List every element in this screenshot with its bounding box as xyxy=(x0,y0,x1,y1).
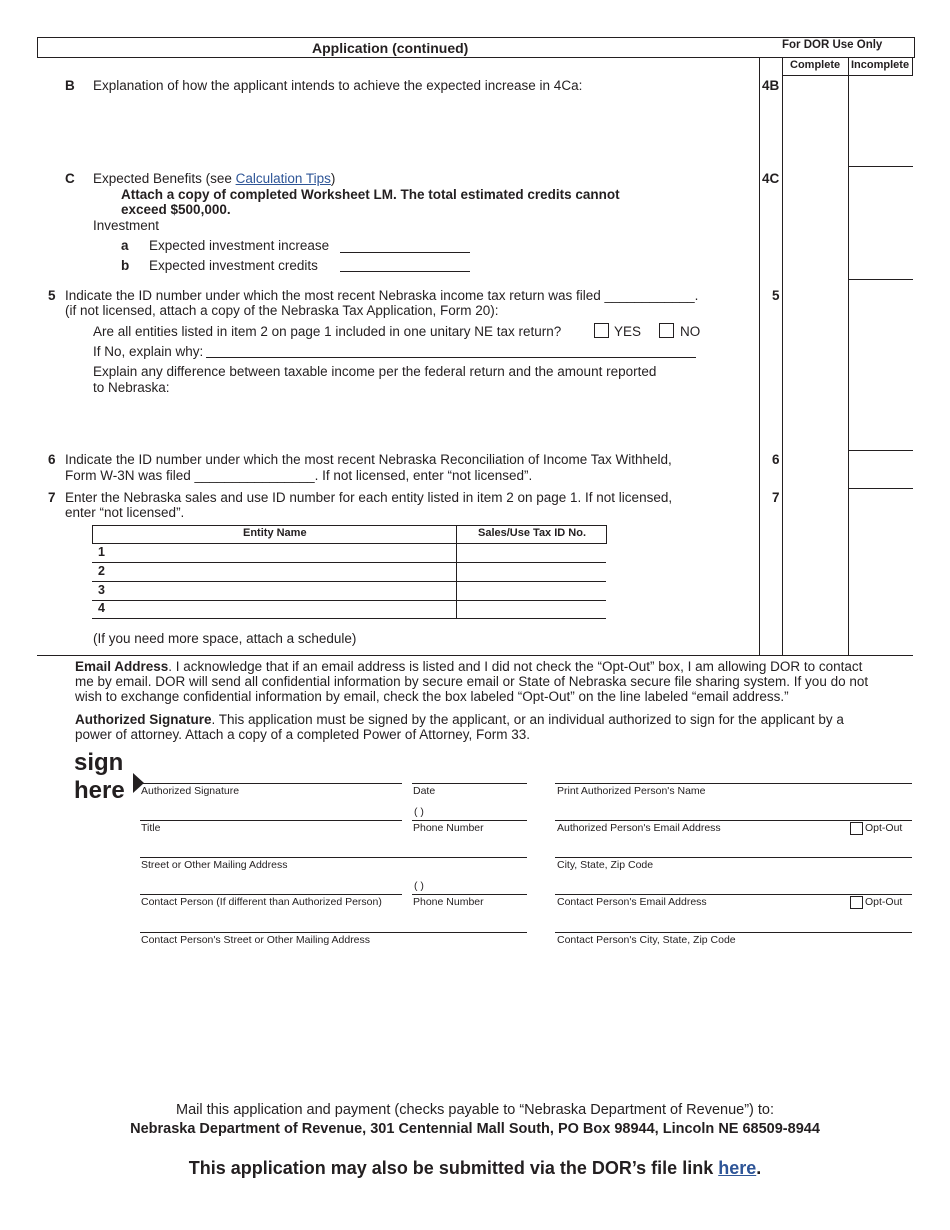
item-6-line1: Indicate the ID number under which the most recent Nebraska Reconciliation of Income Tax Withheld, xyxy=(65,452,672,467)
item-5-number: 5 xyxy=(48,288,56,303)
code-5: 5 xyxy=(772,288,780,303)
signature-paragraph-title: Authorized Signature xyxy=(75,712,212,727)
code-4c: 4C xyxy=(762,171,780,186)
dor-col-line-4 xyxy=(912,57,913,75)
entity-table-divider xyxy=(456,525,457,618)
mail-instruction: Mail this application and payment (checks payable to “Nebraska Department of Revenue”) to: xyxy=(175,1102,775,1118)
more-space-note: (If you need more space, attach a schedule) xyxy=(93,631,357,646)
table-row[interactable]: 1 xyxy=(98,545,105,559)
signature-paragraph-text: . This application must be signed by the applicant, or an individual authorized to sign for the applicant by a power of attorney. Attach a copy of a completed Power of Attorney, Form 33. xyxy=(75,712,844,742)
contact-street-label: Contact Person's Street or Other Mailing Address xyxy=(141,934,371,946)
street-field[interactable] xyxy=(140,857,527,858)
worksheet-instruction-1: Attach a copy of completed Worksheet LM. The total estimated credits cannot xyxy=(121,187,620,202)
section-c-title xyxy=(93,171,335,186)
item-7-line2: enter “not licensed”. xyxy=(65,505,185,520)
dor-col-line-1 xyxy=(759,57,760,655)
dor-row-divider-c xyxy=(848,279,913,280)
code-7: 7 xyxy=(772,490,780,505)
table-row[interactable]: 2 xyxy=(98,564,105,578)
code-4b: 4B xyxy=(762,78,780,93)
item-5-line1[interactable]: Indicate the ID number under which the most recent Nebraska income tax return was filed ____________. xyxy=(65,288,699,303)
table-row-line xyxy=(92,600,606,601)
phone-paren-1: ( ) xyxy=(414,806,424,818)
table-row-line xyxy=(92,562,606,563)
print-name-label: Print Authorized Person's Name xyxy=(557,785,706,797)
submit-note-suffix: . xyxy=(756,1158,762,1178)
entity-name-header: Entity Name xyxy=(243,527,307,539)
contact-email-label: Contact Person's Email Address xyxy=(557,896,707,908)
dor-col-line-3 xyxy=(848,57,849,655)
section-c-letter: C xyxy=(65,171,75,186)
code-6: 6 xyxy=(772,452,780,467)
table-row-line xyxy=(92,618,606,619)
city-label: City, State, Zip Code xyxy=(557,859,654,871)
line-a-letter: a xyxy=(121,238,129,253)
expected-investment-increase-input[interactable] xyxy=(340,252,470,253)
authorized-signature-field[interactable] xyxy=(140,783,402,784)
line-a-label: Expected investment increase xyxy=(149,238,330,253)
date-label: Date xyxy=(413,785,436,797)
email-paragraph xyxy=(75,659,880,704)
sign-here-label-1: sign xyxy=(74,749,124,776)
contact-opt-out-label: Opt-Out xyxy=(865,896,903,908)
title-label: Title xyxy=(141,822,161,834)
contact-phone-field[interactable] xyxy=(412,894,527,895)
authorized-signature-label: Authorized Signature xyxy=(141,785,240,797)
table-row-line xyxy=(92,581,606,582)
section-c-title-prefix: Expected Benefits (see xyxy=(93,171,236,186)
yes-checkbox[interactable] xyxy=(594,323,609,338)
col-incomplete: Incomplete xyxy=(851,59,910,71)
col-complete: Complete xyxy=(790,59,841,71)
investment-label: Investment xyxy=(93,218,160,233)
dor-row-divider-b xyxy=(848,166,913,167)
contact-street-field[interactable] xyxy=(140,932,527,933)
yes-label: YES xyxy=(614,324,642,339)
print-name-field[interactable] xyxy=(555,783,912,784)
dor-col-line-2 xyxy=(782,57,783,655)
authorized-opt-out-label: Opt-Out xyxy=(865,822,903,834)
explain-difference-2: to Nebraska: xyxy=(93,380,170,395)
dor-row-divider-5 xyxy=(848,450,913,451)
street-label: Street or Other Mailing Address xyxy=(141,859,288,871)
date-field[interactable] xyxy=(412,783,527,784)
submit-note xyxy=(0,1158,950,1179)
page-title: Application (continued) xyxy=(312,40,469,56)
no-label: NO xyxy=(680,324,701,339)
phone-field[interactable] xyxy=(412,820,527,821)
table-row[interactable]: 3 xyxy=(98,583,105,597)
item-5-line2: (if not licensed, attach a copy of the Nebraska Tax Application, Form 20): xyxy=(65,303,499,318)
item-6-line2[interactable]: Form W-3N was filed ________________. If not licensed, enter “not licensed”. xyxy=(65,468,533,483)
line-b-label: Expected investment credits xyxy=(149,258,318,273)
explain-why-input[interactable] xyxy=(206,357,696,358)
contact-email-field[interactable] xyxy=(555,894,912,895)
dor-row-divider-6 xyxy=(848,488,913,489)
section-b-text: Explanation of how the applicant intends to achieve the expected increase in 4Ca: xyxy=(93,78,583,93)
authorized-email-label: Authorized Person's Email Address xyxy=(557,822,721,834)
authorized-email-field[interactable] xyxy=(555,820,912,821)
contact-city-field[interactable] xyxy=(555,932,912,933)
section-bottom-line xyxy=(37,655,913,656)
phone-label: Phone Number xyxy=(413,822,484,834)
table-row-line xyxy=(92,543,606,544)
city-field[interactable] xyxy=(555,857,912,858)
sales-tax-id-header: Sales/Use Tax ID No. xyxy=(478,527,587,539)
explain-difference-1: Explain any difference between taxable income per the federal return and the amount reported xyxy=(93,364,657,379)
submit-note-prefix: This application may also be submitted via the DOR’s file link xyxy=(188,1158,719,1178)
section-b-letter: B xyxy=(65,78,75,93)
worksheet-instruction-2: exceed $500,000. xyxy=(121,202,231,217)
email-paragraph-title: Email Address xyxy=(75,659,169,674)
line-b-letter: b xyxy=(121,258,130,273)
table-row[interactable]: 4 xyxy=(98,601,105,615)
signature-paragraph xyxy=(75,712,880,742)
item-7-line1: Enter the Nebraska sales and use ID number for each entity listed in item 2 on page 1. If not licensed, xyxy=(65,490,673,505)
section-c-title-suffix: ) xyxy=(330,171,336,186)
contact-opt-out-checkbox[interactable] xyxy=(850,896,863,909)
dor-header-bottom xyxy=(782,75,913,76)
contact-person-field[interactable] xyxy=(140,894,402,895)
calculation-tips-link[interactable]: Calculation Tips xyxy=(235,171,331,186)
file-link-here[interactable]: here xyxy=(718,1158,757,1178)
expected-investment-credits-input[interactable] xyxy=(340,271,470,272)
authorized-opt-out-checkbox[interactable] xyxy=(850,822,863,835)
mailing-address: Nebraska Department of Revenue, 301 Centennial Mall South, PO Box 98944, Lincoln NE 68509-8944 xyxy=(130,1121,820,1137)
item-7-number: 7 xyxy=(48,490,56,505)
item-6-number: 6 xyxy=(48,452,56,467)
unitary-question: Are all entities listed in item 2 on page 1 included in one unitary NE tax return? xyxy=(93,324,562,339)
no-checkbox[interactable] xyxy=(659,323,674,338)
sign-here-label-2: here xyxy=(74,777,125,804)
title-field[interactable] xyxy=(140,820,402,821)
if-no-label: If No, explain why: xyxy=(93,344,204,359)
email-paragraph-text: . I acknowledge that if an email address is listed and I did not check the “Opt-Out” box, I am allowing DOR to contact me by email. DOR will send all confidential information by secure email or State of Nebraska secure file sharing system. If you do not wish to exchange confidential information by email, check the box labeled “Opt-Out” on the line labeled “email address.” xyxy=(75,659,869,704)
phone-paren-2: ( ) xyxy=(414,880,424,892)
contact-phone-label: Phone Number xyxy=(413,896,484,908)
contact-person-label: Contact Person (If different than Authorized Person) xyxy=(141,896,382,908)
contact-city-label: Contact Person's City, State, Zip Code xyxy=(557,934,736,946)
dor-use-label: For DOR Use Only xyxy=(782,39,883,51)
